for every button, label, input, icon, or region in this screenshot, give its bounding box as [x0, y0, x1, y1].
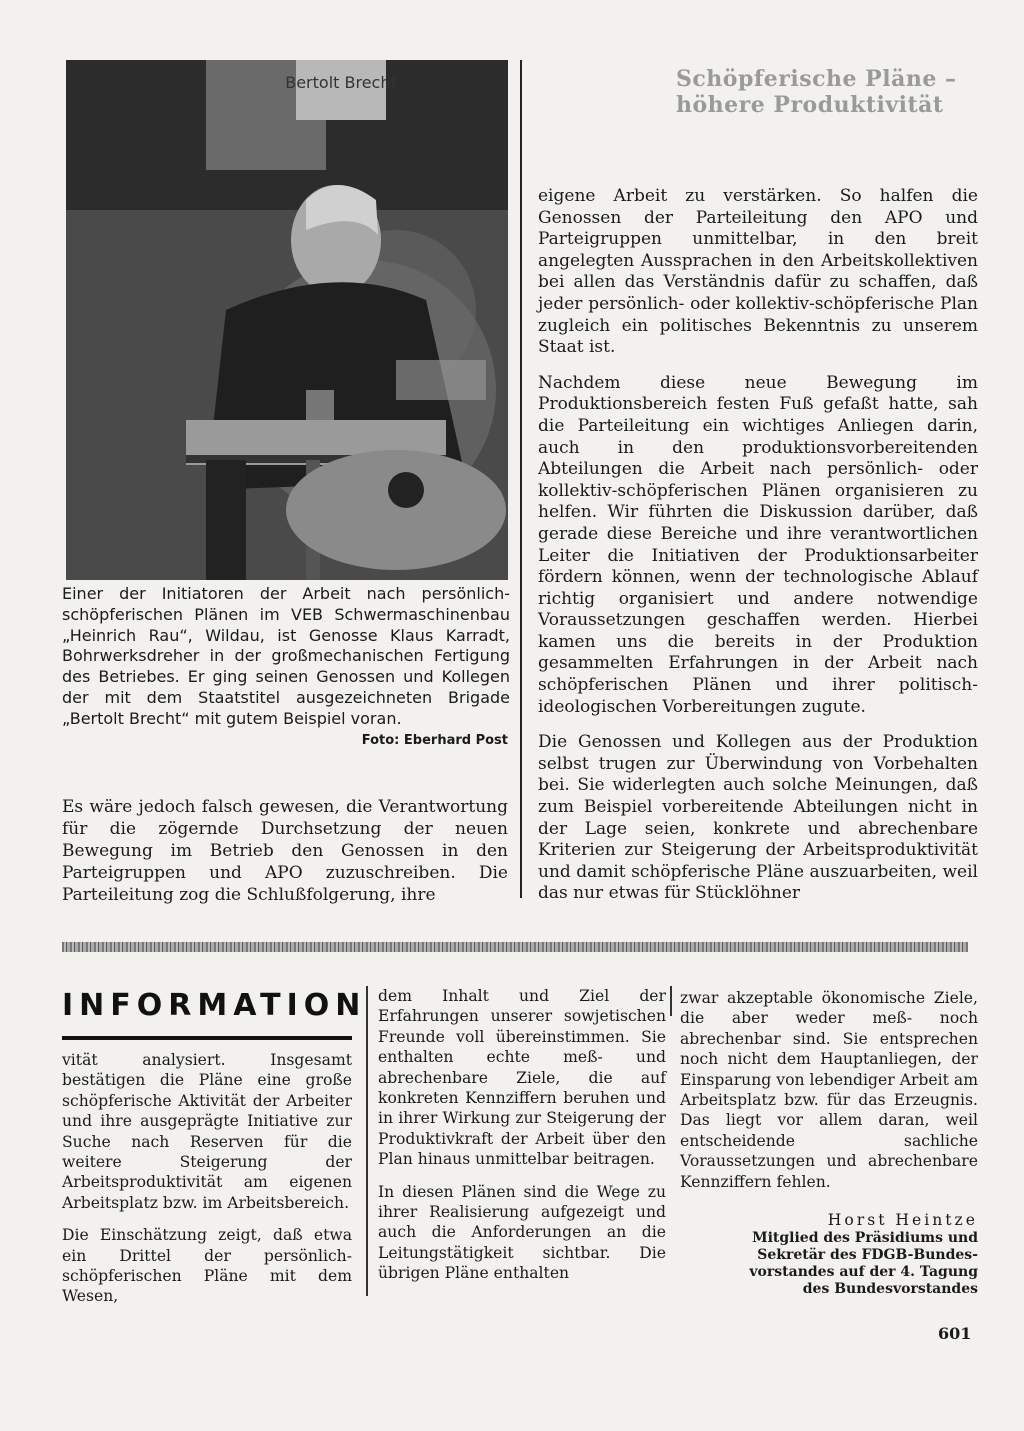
info-col3-paragraph-1: zwar akzeptable ökonomische Ziele, die aber weder meß- noch abrechenbar sind. Sie entsprechen noch nicht dem Hauptanliegen, der Einsparung von lebendiger Arbeit am Arbeitsplatz bzw. für das Erzeugnis. Das liegt vor allem daran, weil entscheidende sachliche Voraussetzungen und abrechenbare Kennziffern fehlen. — [680, 989, 978, 1191]
article-headline — [676, 66, 966, 118]
info-column-2 — [378, 986, 666, 1296]
right-paragraph-2: Nachdem diese neue Bewegung im Produktionsbereich festen Fuß gefaßt hatte, sah die Parteileitung ein wichtiges Anliegen darin, auch in den produktionsvorbereitenden Abteilungen die Arbeit nach persönlich- oder kollektiv-schöpferischen Plänen organisieren zu helfen. Wir führten die Diskussion darüber, daß gerade diese Bereiche und ihre verantwortlichen Leiter die Initiativen der Produktionsarbeiter fördern können, wenn der technologische Ablauf richtig organisiert und andere notwendige Voraussetzungen geschaffen werden. Hierbei kamen uns die bereits in der Produktion gesammelten Erfahrungen in der Arbeit nach schöpferischen Plänen und ihrer politisch-ideologischen Vorbereitungen zugute. — [538, 372, 978, 717]
information-title-rule — [62, 1036, 352, 1040]
photo-credit: Foto: Eberhard Post — [361, 733, 508, 748]
info-col2-paragraph-2: In diesen Plänen sind die Wege zu ihrer Realisierung aufgezeigt und auch die Anforderungen an die Leitungstätigkeit sichtbar. Die übrigen Pläne enthalten — [378, 1182, 666, 1283]
info-col1-paragraph-2: Die Einschätzung zeigt, daß etwa ein Drittel der persönlich-schöpferischen Pläne mit dem Wesen, — [62, 1226, 352, 1306]
info-col1-paragraph-1: vität analysiert. Insgesamt bestätigen die Pläne eine große schöpferische Aktivität der Arbeiter und ihre ausgeprägte Initiative zur Suche nach Reserven für die weitere Steigerung der Arbeitsproduktivität am eigenen Arbeitsplatz bzw. im Arbeitsbereich. — [62, 1051, 352, 1212]
signature-role-1: Mitglied des Präsidiums und — [752, 1230, 978, 1247]
section-divider-band — [62, 942, 968, 952]
article-photo — [66, 60, 508, 580]
page-number: 601 — [938, 1324, 972, 1343]
signature-role-2: Sekretär des FDGB-Bundes- — [757, 1247, 978, 1264]
photo-worker-at-machine-icon — [66, 60, 508, 580]
left-article-text: Es wäre jedoch falsch gewesen, die Verantwortung für die zögernde Durchsetzung der neuen Bewegung im Betrieb den Genossen in den Parteigruppen und APO zuzuschreiben. Die Parteileitung zog die Schlußfolgerung, ihre — [62, 797, 508, 905]
signature-role-3: vorstandes auf der 4. Tagung — [749, 1264, 978, 1281]
signature-role-4: des Bundesvorstandes — [802, 1281, 978, 1298]
photo-caption: Einer der Initiatoren der Arbeit nach persönlich-schöpferischen Plänen im VEB Schwermaschinenbau „Heinrich Rau“, Wildau, ist Genosse Klaus Karradt, Bohrwerksdreher in der großmechanischen Fertigung des Betriebes. Er ging seinen Genossen und Kollegen der mit dem Staatstitel ausgezeichneten Brigade „Bertolt Brecht“ mit gutem Beispiel voran. — [62, 584, 510, 728]
right-paragraph-3: Die Genossen und Kollegen aus der Produktion selbst trugen zur Überwindung von Vorbehalten bei. Sie widerlegten auch solche Meinungen, daß zum Beispiel vorbereitende Abteilungen nicht in der Lage seien, konkrete und abrechenbare Kriterien zur Steigerung der Arbeitsproduktivität und damit schöpferische Pläne auszuarbeiten, weil das nur etwas für Stücklöhner — [538, 732, 978, 904]
signature-name: Horst Heintze — [827, 1211, 978, 1230]
info-divider-2 — [670, 986, 672, 1016]
column-divider — [520, 60, 522, 898]
right-article-column — [538, 186, 978, 919]
info-divider-1 — [366, 986, 368, 1296]
information-title: INFORMATION — [62, 988, 367, 1023]
photo-sign-text: Bertolt Brecht — [285, 73, 397, 92]
right-paragraph-1: eigene Arbeit zu verstärken. So halfen die Genossen der Parteileitung den APO und Parteigruppen unmittelbar, in den breit angelegten Aussprachen in den Arbeitskollektiven bei allen das Verständnis dafür zu schaffen, daß jeder persönlich- oder kollektiv-schöpferische Plan zugleich ein politisches Bekenntnis zu unserem Staat ist. — [538, 186, 978, 358]
info-column-3 — [680, 988, 978, 1298]
headline-line-1: Schöpferische Pläne – — [676, 66, 957, 92]
headline-line-2: höhere Produktivität — [676, 92, 944, 118]
info-column-1 — [62, 1050, 352, 1319]
info-col2-paragraph-1: dem Inhalt und Ziel der Erfahrungen unserer sowjetischen Freunde voll übereinstimmen. Sie enthalten echte meß- und abrechenbare Ziele, die auf konkreten Kennziffern beruhen und in ihrer Wirkung zur Steigerung der Produktivkraft der Arbeit über den Plan hinaus unmittelbar beitragen. — [378, 987, 666, 1169]
